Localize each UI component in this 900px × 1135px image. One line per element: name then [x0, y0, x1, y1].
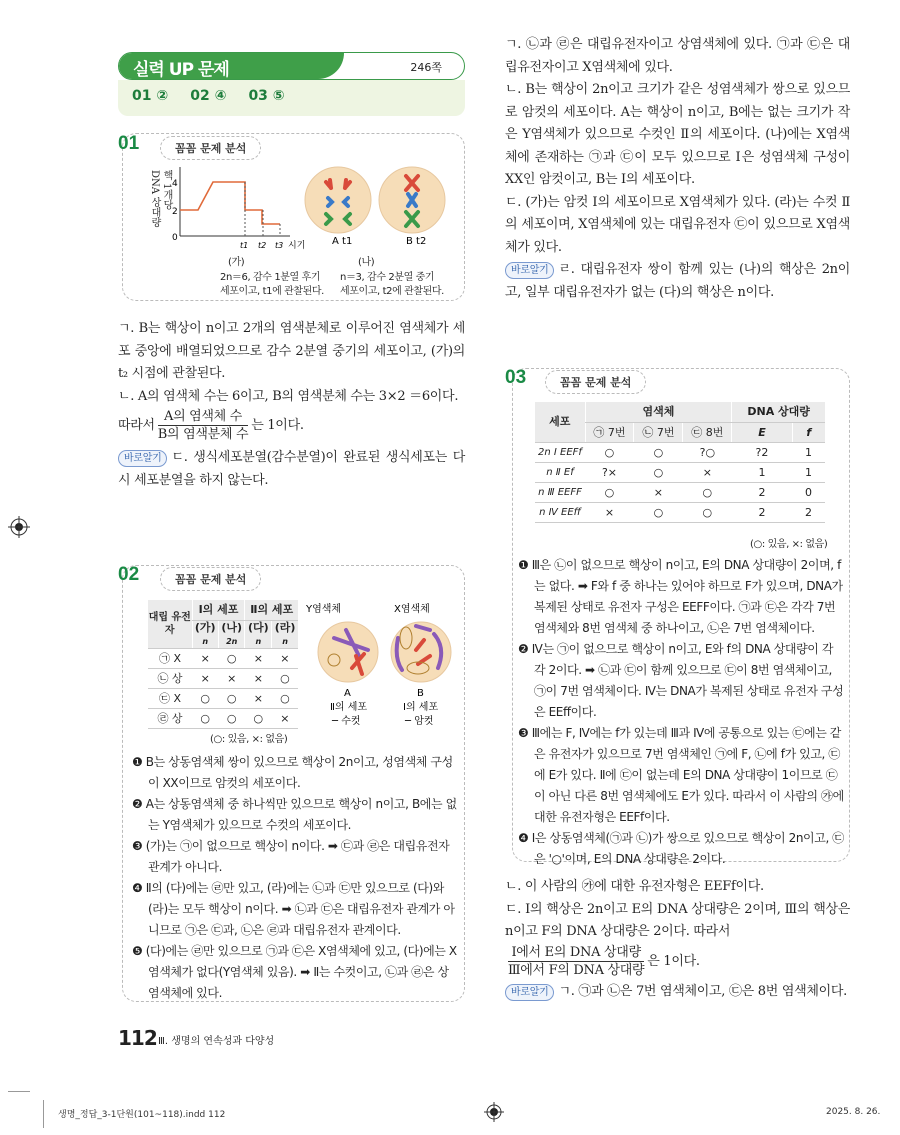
correction-badge: 바로알기 [505, 262, 554, 279]
table-row: n Ⅱ Ef ?× ○ × 1 1 [535, 462, 825, 482]
svg-text:B: B [417, 688, 424, 699]
page-number: 112 [118, 1026, 157, 1050]
cell-a-label: A t1 [332, 236, 353, 246]
bullet-4: ❹ Ⅱ의 (다)에는 ㉣만 있고, (라)에는 ㉡과 ㉢만 있으므로 (다)와 (라)는 모두 핵상이 n이다. ➡ ㉡과 ㉢은 대립유전자 관계가 아니므로 ㉠은 ㉢과, ㉡은 ㉣과 대립유전자 관계이다. [132, 881, 455, 937]
crop-mark [8, 1091, 30, 1092]
q03-p1: ㄴ. 이 사람의 ㉮에 대한 유전자형은 EEFf이다. [505, 879, 764, 894]
answer-01: 01 ② [132, 88, 169, 104]
graph-caption: (가) [228, 257, 245, 268]
section-header [118, 52, 465, 80]
q03-explanation [505, 876, 850, 1003]
q02-p2: ㄴ. B는 핵상이 2n이고 크기가 같은 성염색체가 쌍으로 있으므로 암컷의 세포이다. A는 핵상이 n이고, B에는 없는 크기가 작은 Y염색체가 있으므로 수컷인 Ⅱ의 세포이다. (나)에는 X염색체에 존재하는 ㉠과 ㉢이 모두 있으므로 Ⅰ은 성염색체 구성이 XX인 암컷이고, B는 Ⅰ의 세포이다. [505, 82, 850, 187]
bullet-3: ❸ Ⅲ에는 F, Ⅳ에는 f가 있는데 Ⅲ과 Ⅳ에 공통으로 있는 ㉢에는 같은 유전자가 있으므로 7번 염색체인 ㉠에 F, ㉡에 f가 있고, ㉢에 E가 있다. Ⅱ에 ㉢이 없는데 E의 DNA 상대량이 1이므로 ㉢이 아닌 다른 8번 염색체에도 E가 있다. 따라서 이 사람의 ㉮에 대한 유전자형은 EEFf이다. [518, 726, 844, 824]
table-row: n Ⅳ EEff × ○ ○ 2 2 [535, 502, 825, 522]
q03-p3: $\frac{\text{Ⅰ에서 E의 DNA 상대량}}{\text{Ⅲ에서 F의 DNA 상대량}}$ 은 1이다. [508, 944, 700, 978]
q01-explanation [118, 318, 465, 492]
q03-p2: ㄷ. Ⅰ의 핵상은 2n이고 E의 DNA 상대량은 2이며, Ⅲ의 핵상은 n이고 F의 DNA 상대량은 2이다. 따라서 [505, 901, 850, 939]
table-row: ㉠ X × ○ × × [148, 648, 298, 668]
ytick-label: 4 [172, 179, 178, 189]
x-chromosome-label: X염색체 [394, 604, 430, 615]
y-chromosome-label: Y염색체 [306, 604, 342, 615]
bullet-1: ❶ Ⅲ은 ㉡이 없으므로 핵상이 n이고, E의 DNA 상대량이 2이며, f는 없다. ➡ F와 f 중 하나는 있어야 하므로 F가 있으며, DNA가 복제된 상태로 유전자 구성은 EEFF이다. ㉠과 ㉢은 각각 7번 염색체와 8번 염색체 중 하나이고, ㉡은 7번 염색체이다. [518, 558, 843, 635]
answer-02: 02 ④ [190, 88, 227, 104]
q02-cell-figures [306, 600, 466, 734]
xtick-label: t2 [258, 241, 267, 250]
q02-p1: ㄱ. ㉡과 ㉣은 대립유전자이고 상염색체에 있다. ㉠과 ㉢은 대립유전자이고 X염색체에 있다. [505, 37, 850, 75]
xtick-label: t3 [275, 241, 284, 250]
crop-mark [43, 1100, 44, 1128]
graph-ylabel: 핵 1개당 DNA 상대량 [149, 170, 172, 228]
bullet-2: ❷ Ⅳ는 ㉠이 없으므로 핵상이 n이고, E와 f의 DNA 상대량이 각각 2이다. ➡ ㉡과 ㉢이 함께 있으므로 ㉢이 8번 염색체이고, ㉠이 7번 염색체이다. Ⅳ는 DNA가 복제된 상태로 유전자 구성은 EEff이다. [518, 642, 844, 719]
correction-badge: 바로알기 [118, 450, 167, 467]
xaxis-label: 시기 [288, 241, 306, 251]
registration-mark-icon [8, 516, 30, 538]
q02-allele-table: 대립 유전자 Ⅰ의 세포 Ⅱ의 세포 (가) n (나) 2n (다) n (라) n ㉠ X × ○ × × ㉡ 상 × × × ○ ㉢ X ○ ○ × ○ ㉣ 상 ○ ○ ○ × [148, 600, 298, 729]
page-reference: 246쪽 [410, 61, 442, 74]
q01-p1: ㄱ. B는 핵상이 n이고 2개의 염색분체로 이루어진 염색체가 세포 중앙에 배열되었으므로 감수 2분열 중기의 세포이고, (가)의 t₂ 시점에 관찰된다. [118, 321, 465, 381]
xtick-label: t1 [240, 241, 249, 250]
q02-number: 02 [118, 564, 140, 585]
bullet-3: ❸ (가)는 ㉠이 없으므로 핵상이 n이다. ➡ ㉢과 ㉣은 대립유전자 관계가 아니다. [132, 839, 450, 874]
q02-analysis-bullets [132, 752, 458, 1004]
svg-text:Ⅱ의 세포: Ⅱ의 세포 [330, 702, 368, 713]
slug-date: 2025. 8. 26. [826, 1107, 881, 1117]
cell-b-label: B t2 [406, 236, 427, 246]
bullet-4: ❹ Ⅰ은 상동염색체(㉠과 ㉡)가 쌍으로 있으므로 핵상이 2n이고, ㉢은 '○'이며, E의 DNA 상대량은 2이다. [518, 831, 844, 866]
chapter-title: Ⅲ. 생명의 연속성과 다양성 [158, 1036, 275, 1047]
q03-p4: 바로알기 ㄱ. ㉠과 ㉡은 7번 염색체이고, ㉢은 8번 염색체이다. [505, 981, 850, 1004]
bullet-2: ❷ A는 상동염색체 중 하나씩만 있으므로 핵상이 n이고, B에는 없는 Y염색체가 있으므로 수컷의 세포이다. [132, 797, 457, 832]
q01-p4: 바로알기 ㄷ. 생식세포분열(감수분열)이 완료된 생식세포는 다시 세포분열을 하지 않는다. [118, 450, 465, 488]
table-row: ㉡ 상 × × × ○ [148, 668, 298, 688]
table-row: n Ⅲ EEFF ○ × ○ 2 0 [535, 482, 825, 502]
slug-filename: 생명_정답_3-1단원(101~118).indd 112 [58, 1110, 226, 1120]
q02-explanation [505, 34, 850, 304]
cells-caption: (나) [358, 257, 375, 268]
svg-text:Ⅰ의 세포: Ⅰ의 세포 [403, 702, 439, 713]
table-row: ㉣ 상 ○ ○ ○ × [148, 708, 298, 728]
q02-p4: 바로알기 ㄹ. 대립유전자 쌍이 함께 있는 (나)의 핵상은 2n이고, 일부 대립유전자가 없는 (다)의 핵상은 n이다. [505, 262, 850, 300]
correction-badge: 바로알기 [505, 984, 554, 1001]
answer-key [118, 80, 465, 116]
graph-line [180, 182, 280, 224]
svg-text:A: A [344, 688, 351, 699]
q03-analysis-bullets [518, 555, 844, 870]
q01-cell-figures [304, 166, 454, 246]
q01-dna-graph [150, 162, 310, 254]
q01-tag: 꼼꼼 문제 분석 [160, 136, 261, 160]
bullet-1: ❶ B는 상동염색체 쌍이 있으므로 핵상이 2n이고, 성염색체 구성이 XX이므로 암컷의 세포이다. [132, 755, 453, 790]
section-title: 실력 UP 문제 [133, 60, 229, 80]
q01-p2: ㄴ. A의 염색체 수는 6이고, B의 염색분체 수는 3×2 ＝6이다. [118, 388, 459, 404]
answer-03: 03 ⑤ [248, 88, 285, 104]
ytick-label: 0 [172, 233, 178, 243]
note-a: 2n＝6, 감수 1분열 후기 세포이고, t1에 관찰된다. [220, 272, 324, 297]
registration-mark-icon [484, 1102, 504, 1122]
ytick-label: 2 [172, 207, 178, 217]
q03-number: 03 [505, 367, 527, 388]
q03-legend: (○: 있음, ×: 없음) [750, 539, 828, 550]
q01-p3: 따라서 $\frac{\text{A의 염색체 수}}{\text{B의 염색분체 수}}$ 는 1이다. [118, 409, 304, 442]
q01-number: 01 [118, 133, 140, 154]
q03-cell-table: 세포 염색체 DNA 상대량 ㉠ 7번 ㉡ 7번 ㉢ 8번 E f 2n Ⅰ EEFf ○ ○ ?○ ?2 1 n Ⅱ Ef ?× ○ × 1 1 n Ⅲ EEFF ○ × ○ 2 0 n Ⅳ EEff × ○ ○ 2 2 [535, 402, 825, 523]
table-row: 2n Ⅰ EEFf ○ ○ ?○ ?2 1 [535, 442, 825, 462]
svg-text:─ 암컷: ─ 암컷 [405, 716, 434, 727]
q02-tag: 꼼꼼 문제 분석 [160, 567, 261, 591]
table-row: ㉢ X ○ ○ × ○ [148, 688, 298, 708]
q02-p3: ㄷ. (가)는 암컷 Ⅰ의 세포이므로 X염색체가 있다. (라)는 수컷 Ⅱ의 세포이며, X염색체에 있는 대립유전자 ㉢이 있으므로 X염색체가 있다. [505, 194, 850, 255]
q02-legend: (○: 있음, ×: 없음) [210, 734, 288, 745]
bullet-5: ❺ (다)에는 ㉣만 있으므로 ㉠과 ㉢은 X염색체에 있고, (다)에는 X염색체가 없다(Y염색체 있음). ➡ Ⅱ는 수컷이고, ㉡과 ㉣은 상염색체에 있다. [132, 944, 457, 1000]
svg-text:─ 수컷: ─ 수컷 [332, 716, 361, 727]
note-b: n＝3, 감수 2분열 중기 세포이고, t2에 관찰된다. [340, 272, 444, 297]
q03-tag: 꼼꼼 문제 분석 [545, 370, 646, 394]
